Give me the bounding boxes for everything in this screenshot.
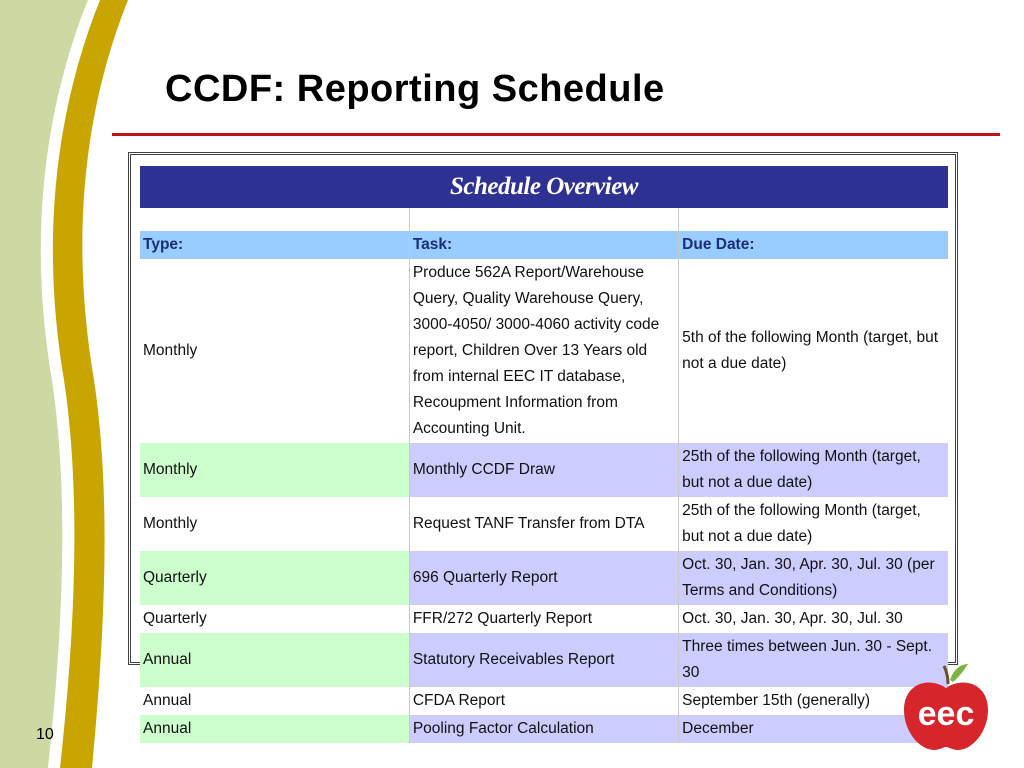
title-underline-rule: [112, 133, 1000, 136]
row-due-date: September 15th (generally): [679, 687, 948, 715]
row-due-date: Oct. 30, Jan. 30, Apr. 30, Jul. 30 (per Terms and Conditions): [679, 551, 948, 605]
table-row: [140, 633, 948, 687]
table-spacer-row: [140, 208, 948, 231]
schedule-table: [140, 166, 948, 743]
row-task: Request TANF Transfer from DTA: [409, 497, 678, 551]
row-due-date: 5th of the following Month (target, but not a due date): [679, 259, 948, 443]
table-row: [140, 605, 948, 633]
row-task: Monthly CCDF Draw: [409, 443, 678, 497]
header-task: Task:: [409, 231, 678, 259]
row-type: Monthly: [140, 443, 409, 497]
slide-title: CCDF: Reporting Schedule: [165, 68, 665, 110]
row-task: Produce 562A Report/Warehouse Query, Quality Warehouse Query, 3000-4050/ 3000-4060 activity code report, Children Over 13 Years old from internal EEC IT database, Recoupment Information from Accounting Unit.: [409, 259, 678, 443]
table-row: [140, 551, 948, 605]
row-type: Quarterly: [140, 551, 409, 605]
eec-apple-logo-icon: [898, 658, 994, 754]
table-row: [140, 259, 948, 443]
table-banner: Schedule Overview: [140, 166, 948, 208]
table-row: [140, 687, 948, 715]
header-due-date: Due Date:: [679, 231, 948, 259]
table-header-row: [140, 231, 948, 259]
row-task: 696 Quarterly Report: [409, 551, 678, 605]
row-task: CFDA Report: [409, 687, 678, 715]
row-type: Annual: [140, 633, 409, 687]
logo-text: eec: [917, 695, 975, 733]
left-decorative-swoosh: [0, 0, 140, 768]
table-row: [140, 715, 948, 743]
row-task: FFR/272 Quarterly Report: [409, 605, 678, 633]
row-task: Statutory Receivables Report: [409, 633, 678, 687]
row-type: Annual: [140, 715, 409, 743]
header-type: Type:: [140, 231, 409, 259]
row-type: Quarterly: [140, 605, 409, 633]
schedule-table-frame: [128, 152, 958, 737]
row-due-date: Three times between Jun. 30 - Sept. 30: [679, 633, 948, 687]
row-due-date: December: [679, 715, 948, 743]
row-type: Monthly: [140, 497, 409, 551]
table-banner-row: [140, 166, 948, 208]
row-due-date: 25th of the following Month (target, but not a due date): [679, 497, 948, 551]
row-type: Annual: [140, 687, 409, 715]
row-type: Monthly: [140, 259, 409, 443]
table-row: [140, 497, 948, 551]
table-row: [140, 443, 948, 497]
row-due-date: 25th of the following Month (target, but not a due date): [679, 443, 948, 497]
row-due-date: Oct. 30, Jan. 30, Apr. 30, Jul. 30: [679, 605, 948, 633]
schedule-table-container: [140, 166, 948, 743]
row-task: Pooling Factor Calculation: [409, 715, 678, 743]
page-number: 10: [36, 726, 54, 743]
